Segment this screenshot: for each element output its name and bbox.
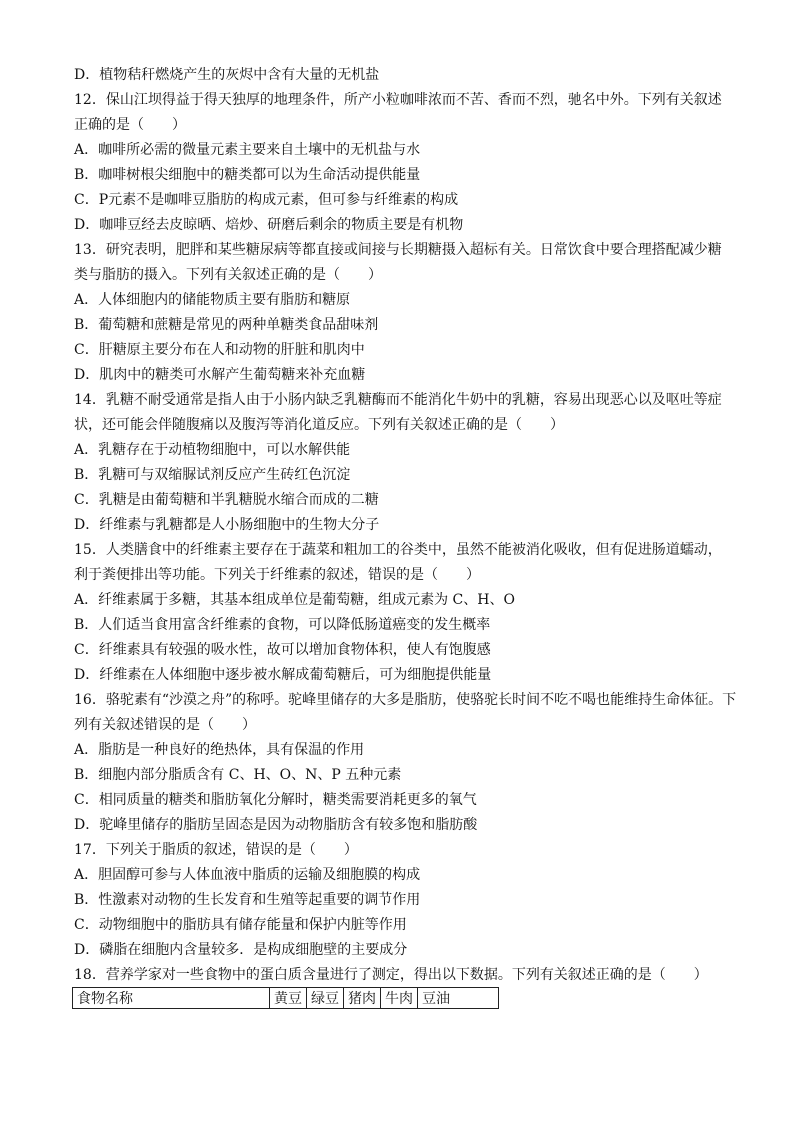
protein-content-table	[72, 987, 499, 1009]
text-line: A．人体细胞内的储能物质主要有脂肪和糖原	[74, 292, 351, 308]
text-line: 17．下列关于脂质的叙述，错误的是（ ）	[74, 842, 358, 858]
table-cell-food: 猪肉	[344, 988, 381, 1009]
text-line: C．P元素不是咖啡豆脂肪的构成元素，但可参与纤维素的构成	[74, 192, 459, 208]
text-line: C．动物细胞中的脂肪具有储存能量和保护内脏等作用	[74, 917, 407, 933]
table-header-food-name: 食物名称	[73, 988, 270, 1009]
table-cell-food: 牛肉	[381, 988, 418, 1009]
text-line: A．纤维素属于多糖，其基本组成单位是葡萄糖，组成元素为 C、H、O	[74, 592, 515, 608]
text-line: B．细胞内部分脂质含有 C、H、O、N、P 五种元素	[74, 767, 402, 783]
text-line: B．葡萄糖和蔗糖是常见的两种单糖类食品甜味剂	[74, 317, 379, 333]
text-line: 16．骆驼素有“沙漠之舟”的称呼。驼峰里储存的大多是脂肪，使骆驼长时间不吃不喝也能维持生命体征。下	[74, 692, 737, 708]
text-line: B．人们适当食用富含纤维素的食物，可以降低肠道癌变的发生概率	[74, 617, 491, 633]
text-line: 14．乳糖不耐受通常是指人由于小肠内缺乏乳糖酶而不能消化牛奶中的乳糖，容易出现恶心以及呕吐等症	[74, 392, 722, 408]
text-line: B．性激素对动物的生长发育和生殖等起重要的调节作用	[74, 892, 421, 908]
text-line: 正确的是（ ）	[74, 117, 186, 133]
table-row	[73, 988, 499, 1009]
text-line: D．植物秸秆燃烧产生的灰烬中含有大量的无机盐	[74, 67, 380, 83]
text-line: C．纤维素具有较强的吸水性，故可以增加食物体积，使人有饱腹感	[74, 642, 491, 658]
text-line: C．乳糖是由葡萄糖和半乳糖脱水缩合而成的二糖	[74, 492, 379, 508]
text-line: 12．保山江坝得益于得天独厚的地理条件，所产小粒咖啡浓而不苦、香而不烈，驰名中外。下列有关叙述	[74, 92, 722, 108]
text-line: 利于粪便排出等功能。下列关于纤维素的叙述，错误的是（ ）	[74, 567, 480, 583]
text-line: 状，还可能会伴随腹痛以及腹泻等消化道反应。下列有关叙述正确的是（ ）	[74, 417, 564, 433]
text-line: D．驼峰里储存的脂肪呈固态是因为动物脂肪含有较多饱和脂肪酸	[74, 817, 478, 833]
text-line: B．咖啡树根尖细胞中的糖类都可以为生命活动提供能量	[74, 167, 421, 183]
text-line: D．咖啡豆经去皮晾晒、焙炒、研磨后剩余的物质主要是有机物	[74, 217, 464, 233]
text-line: 15．人类膳食中的纤维素主要存在于蔬菜和粗加工的谷类中，虽然不能被消化吸收，但有促进肠道蠕动，	[74, 542, 722, 558]
text-line: 列有关叙述错误的是（ ）	[74, 717, 256, 733]
text-line: A．胆固醇可参与人体血液中脂质的运输及细胞膜的构成	[74, 867, 421, 883]
text-line: C．肝糖原主要分布在人和动物的肝脏和肌肉中	[74, 342, 365, 358]
text-line: D．纤维素与乳糖都是人小肠细胞中的生物大分子	[74, 517, 380, 533]
text-line: C．相同质量的糖类和脂肪氧化分解时，糖类需要消耗更多的氧气	[74, 792, 477, 808]
table-cell-food: 黄豆	[270, 988, 307, 1009]
text-line: A．咖啡所必需的微量元素主要来自土壤中的无机盐与水	[74, 142, 421, 158]
text-line: 13．研究表明，肥胖和某些糖尿病等都直接或间接与长期糖摄入超标有关。日常饮食中要合理搭配减少糖	[74, 242, 722, 258]
text-line: 类与脂肪的摄入。下列有关叙述正确的是（ ）	[74, 267, 382, 283]
text-line: A．脂肪是一种良好的绝热体，具有保温的作用	[74, 742, 365, 758]
text-line: D．肌肉中的糖类可水解产生葡萄糖来补充血糖	[74, 367, 366, 383]
text-line: D．纤维素在人体细胞中逐步被水解成葡萄糖后，可为细胞提供能量	[74, 667, 492, 683]
table-cell-food: 绿豆	[307, 988, 344, 1009]
table-cell-food: 豆油	[418, 988, 499, 1009]
text-line: D．磷脂在细胞内含量较多．是构成细胞壁的主要成分	[74, 942, 408, 958]
text-line: 18．营养学家对一些食物中的蛋白质含量进行了测定，得出以下数据。下列有关叙述正确的是（ ）	[74, 967, 708, 983]
text-line: B．乳糖可与双缩脲试剂反应产生砖红色沉淀	[74, 467, 351, 483]
text-line: A．乳糖存在于动植物细胞中，可以水解供能	[74, 442, 351, 458]
